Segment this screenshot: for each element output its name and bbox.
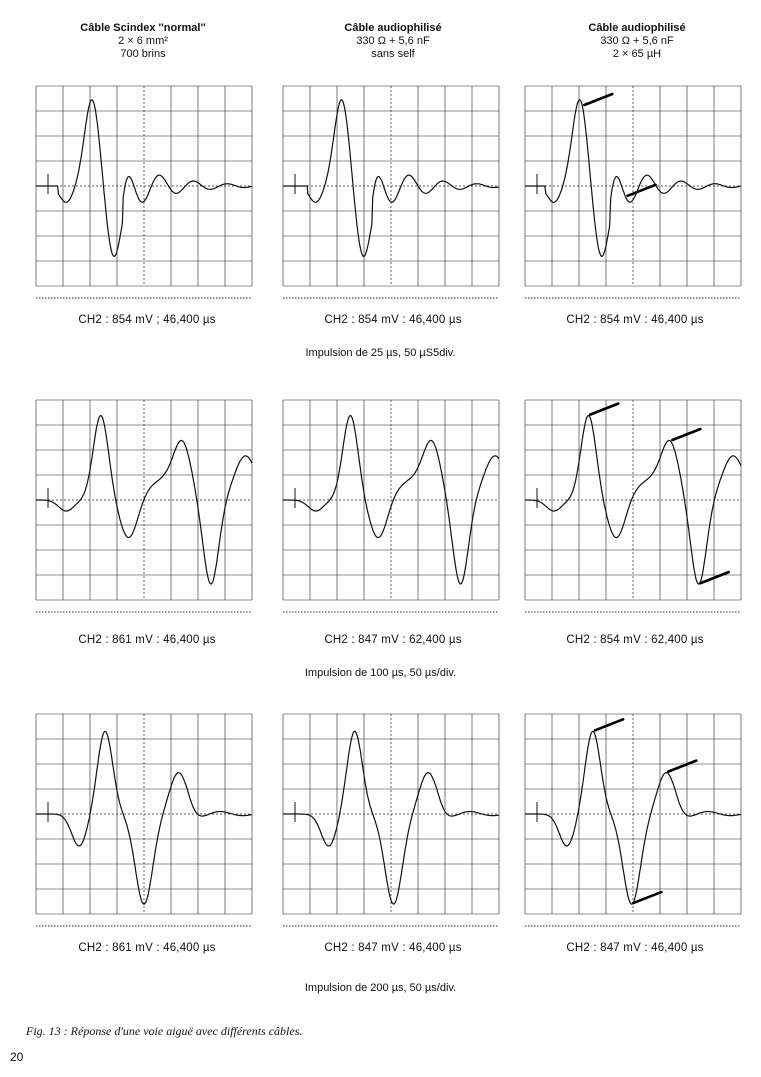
pulse-label: Impulsion de 25 µs, 50 µS5div. xyxy=(305,347,456,359)
plot-caption: CH2 : 861 mV : 46,400 µs xyxy=(78,634,216,646)
annotation-marker xyxy=(633,892,661,903)
oscilloscope-screen xyxy=(36,714,252,930)
oscilloscope-plot-r1-c2 xyxy=(283,86,499,302)
column-subtitle: sans self xyxy=(371,48,415,60)
page-number: 20 xyxy=(10,1050,24,1064)
plot-caption: CH2 : 847 mV : 46,400 µs xyxy=(324,942,462,954)
oscilloscope-plot-r2-c3 xyxy=(525,400,741,616)
oscilloscope-plot-r3-c3 xyxy=(525,714,741,930)
annotation-marker xyxy=(584,94,612,105)
column-title: Câble Scindex ''normal'' xyxy=(80,22,206,34)
annotation-marker xyxy=(590,404,618,415)
plot-caption: CH2 : 854 mV : 62,400 µs xyxy=(566,634,704,646)
oscilloscope-screen xyxy=(36,86,252,302)
oscilloscope-screen xyxy=(525,714,741,930)
plot-caption: CH2 : 854 mV : 46,400 µs xyxy=(324,314,462,326)
column-title: Câble audiophilisé xyxy=(588,22,686,34)
annotation-marker xyxy=(672,429,700,440)
oscilloscope-screen xyxy=(283,714,499,930)
annotation-marker xyxy=(595,719,623,730)
annotation-marker xyxy=(628,185,656,196)
column-subtitle: 330 Ω + 5,6 nF xyxy=(600,35,674,47)
oscilloscope-plot-r1-c1 xyxy=(36,86,252,302)
plot-caption: CH2 : 847 mV : 62,400 µs xyxy=(324,634,462,646)
pulse-label: Impulsion de 200 µs, 50 µs/div. xyxy=(304,982,457,994)
column-header-3 xyxy=(527,22,747,61)
oscilloscope-screen xyxy=(525,86,741,302)
oscilloscope-screen xyxy=(36,400,252,616)
figure-caption: Fig. 13 : Réponse d'une voie aiguë avec différents câbles. xyxy=(26,1024,303,1038)
annotation-marker xyxy=(701,572,729,583)
plot-caption: CH2 : 854 mV ; 46,400 µs xyxy=(78,314,216,326)
column-header-2 xyxy=(283,22,503,61)
pulse-label: Impulsion de 100 µs, 50 µs/div. xyxy=(304,667,457,679)
plot-caption: CH2 : 861 mV : 46,400 µs xyxy=(78,942,216,954)
oscilloscope-screen xyxy=(283,86,499,302)
oscilloscope-plot-r3-c2 xyxy=(283,714,499,930)
column-subtitle: 330 Ω + 5,6 nF xyxy=(356,35,430,47)
column-subtitle: 2 × 65 µH xyxy=(612,48,662,60)
oscilloscope-screen xyxy=(283,400,499,616)
plot-caption: CH2 : 847 mV : 46,400 µs xyxy=(566,942,704,954)
oscilloscope-plot-r2-c1 xyxy=(36,400,252,616)
annotation-marker xyxy=(668,761,696,772)
column-title: Câble audiophilisé xyxy=(344,22,442,34)
column-subtitle: 2 × 6 mm² xyxy=(118,35,168,47)
oscilloscope-screen xyxy=(525,400,741,616)
column-subtitle: 700 brins xyxy=(120,48,166,60)
oscilloscope-plot-r2-c2 xyxy=(283,400,499,616)
oscilloscope-plot-r1-c3 xyxy=(525,86,741,302)
oscilloscope-plot-r3-c1 xyxy=(36,714,252,930)
column-header-1 xyxy=(33,22,253,61)
plot-caption: CH2 : 854 mV : 46,400 µs xyxy=(566,314,704,326)
